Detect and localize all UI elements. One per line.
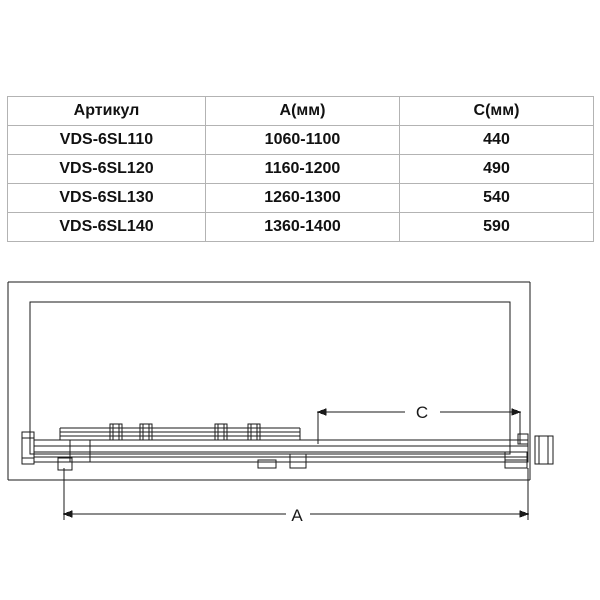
cell-a: 1260-1300 [206,184,400,213]
dimension-label-a: A [291,506,303,525]
sliding-rail-assembly [34,440,528,462]
cell-article: VDS-6SL130 [8,184,206,213]
left-wall-profile [22,432,34,464]
table-row [8,126,594,155]
cell-c: 440 [400,126,594,155]
specification-table [7,96,594,242]
cell-article: VDS-6SL140 [8,213,206,242]
upper-guide-rails [60,428,300,440]
bottom-fitting [258,460,276,468]
table-row [8,213,594,242]
right-wall-profile [535,436,553,464]
dimension-label-c: C [415,403,429,422]
table-row [8,184,594,213]
vertical-seal [70,440,90,462]
column-header-article: Артикул [8,97,206,126]
cell-c: 490 [400,155,594,184]
shower-door-drawing [0,262,600,582]
column-header-c: C(мм) [400,97,594,126]
cell-a: 1360-1400 [206,213,400,242]
glass-panel-outline [30,302,510,454]
cell-c: 540 [400,184,594,213]
bottom-fitting [290,454,306,468]
drawing-canvas [0,262,600,582]
cell-article: VDS-6SL110 [8,126,206,155]
cell-article: VDS-6SL120 [8,155,206,184]
cell-a: 1060-1100 [206,126,400,155]
table-header-row [8,97,594,126]
enclosure-outline [8,282,530,480]
column-header-a: A(мм) [206,97,400,126]
table-row [8,155,594,184]
cell-c: 590 [400,213,594,242]
cell-a: 1160-1200 [206,155,400,184]
